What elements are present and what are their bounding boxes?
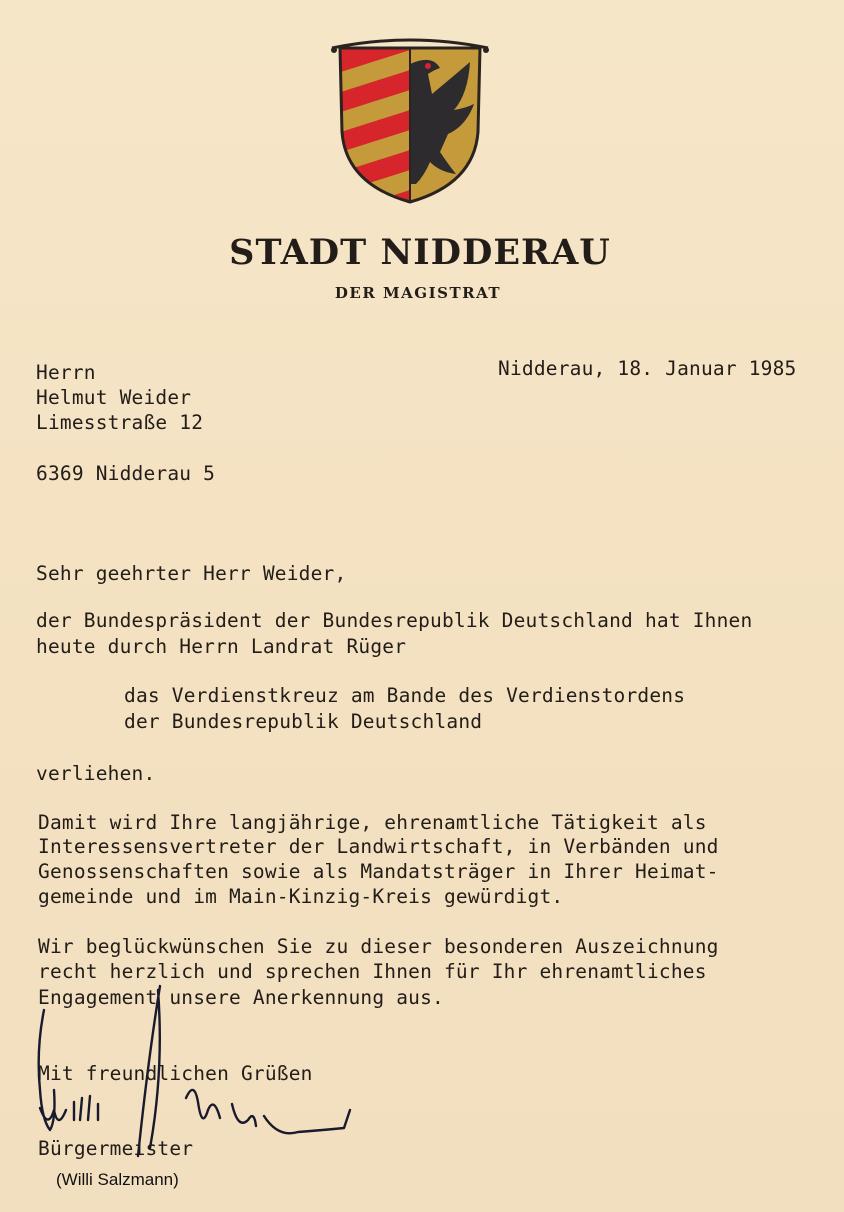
closing-regards: Mit freundlichen Grüßen	[38, 1062, 313, 1085]
award-line-1: das Verdienstkreuz am Bande des Verdienstordens	[124, 684, 686, 707]
closing-role: Bürgermeister	[38, 1137, 194, 1160]
letter-date: Nidderau, 18. Januar 1985	[498, 357, 797, 380]
paragraph-2-line-1: Damit wird Ihre langjährige, ehrenamtliche Tätigkeit als	[38, 811, 707, 834]
greeting: Sehr geehrter Herr Weider,	[36, 562, 347, 585]
paragraph-3-line-3: Engagement unsere Anerkennung aus.	[38, 986, 444, 1009]
recipient-city: 6369 Nidderau 5	[36, 462, 216, 485]
recipient-name: Helmut Weider	[36, 386, 192, 409]
signatory-name: (Willi Salzmann)	[56, 1170, 179, 1189]
paragraph-2-line-4: gemeinde und im Main-Kinzig-Kreis gewürdigt.	[38, 885, 564, 908]
coat-of-arms-icon	[328, 34, 492, 208]
award-line-2: der Bundesrepublik Deutschland	[124, 710, 483, 733]
paragraph-2-line-3: Genossenschaften sowie als Mandatsträger in Ihrer Heimat-	[38, 860, 719, 883]
handwritten-signature-icon	[28, 970, 368, 1160]
paragraph-3-line-1: Wir beglückwünschen Sie zu dieser besonderen Auszeichnung	[38, 935, 719, 958]
paragraph-1-line-1: der Bundespräsident der Bundesrepublik Deutschland hat Ihnen	[36, 609, 753, 632]
paragraph-3-line-2: recht herzlich und sprechen Ihnen für Ihr ehrenamtliches	[38, 960, 707, 983]
paragraph-1-line-2: heute durch Herrn Landrat Rüger	[36, 635, 407, 658]
paragraph-1-end: verliehen.	[36, 762, 156, 785]
recipient-salutation: Herrn	[36, 361, 96, 384]
paragraph-2-line-2: Interessensvertreter der Landwirtschaft, in Verbänden und	[38, 835, 719, 858]
recipient-street: Limesstraße 12	[36, 411, 204, 434]
letterhead-title: STADT NIDDERAU	[229, 232, 611, 273]
letterhead-subtitle: DER MAGISTRAT	[334, 284, 502, 302]
